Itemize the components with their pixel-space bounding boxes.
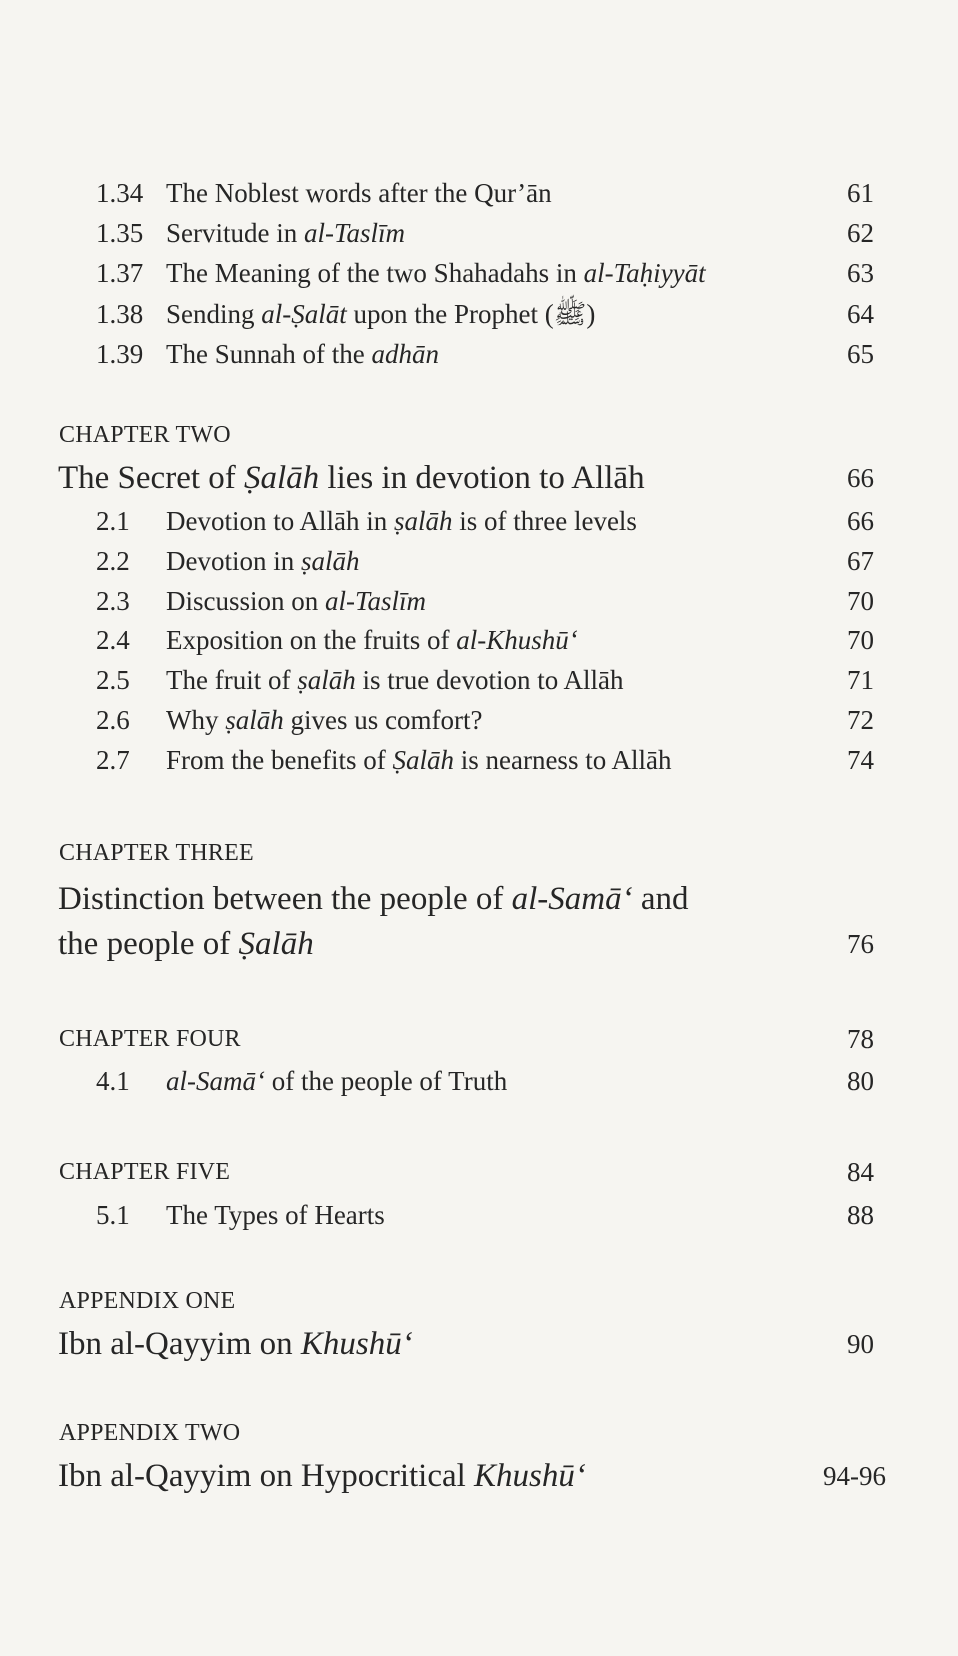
page-number: 74 [847, 745, 874, 775]
section-title [58, 1324, 413, 1364]
italic-term: al-Taslīm [303, 218, 406, 248]
page-number: 64 [847, 299, 874, 329]
italic-term: ṣalāh [393, 506, 453, 536]
toc-entry [0, 700, 958, 740]
title-text: Why [166, 705, 226, 735]
toc-entry [0, 1061, 958, 1101]
entry-number: 5.1 [96, 1200, 130, 1230]
page-number: 80 [847, 1066, 874, 1096]
italic-term: Ṣalāh [244, 460, 320, 496]
entry-title [166, 253, 706, 293]
entry-number: 2.4 [96, 625, 130, 655]
page-number: 63 [847, 258, 874, 288]
entry-number: 2.2 [96, 546, 130, 576]
title-text: Discussion on [166, 586, 326, 616]
page-number: 66 [847, 463, 874, 493]
title-text: Servitude in [166, 218, 304, 248]
section-title [58, 1456, 586, 1496]
title-text: Devotion to Allāh in [166, 506, 394, 536]
entry-number: 1.37 [96, 258, 144, 288]
entry-number: 1.39 [96, 339, 144, 369]
section-label-row [0, 833, 958, 873]
page-number: 67 [847, 546, 874, 576]
title-text: Exposition on the fruits of [166, 625, 457, 655]
title-text: The Secret of [58, 460, 244, 496]
section-label-row [0, 1281, 958, 1321]
entry-title [166, 541, 360, 581]
italic-term: al-Samā‘ [166, 1066, 265, 1096]
italic-term: ṣalāh [297, 665, 356, 695]
title-text: upon the Prophet (ﷺ) [346, 299, 596, 329]
section-title [58, 458, 645, 498]
page-number: 72 [847, 705, 874, 735]
entry-number: 2.7 [96, 745, 130, 775]
title-text: The Meaning of the two Shahadahs in [166, 258, 584, 288]
title-text: Ibn al-Qayyim on [58, 1326, 301, 1362]
page-number: 71 [847, 665, 874, 695]
entry-number: 2.1 [96, 506, 130, 536]
section-title-row [0, 924, 958, 964]
page-number: 62 [847, 218, 874, 248]
title-text: Distinction between the people of [58, 881, 512, 917]
toc-entry [0, 294, 958, 334]
toc-entry [0, 541, 958, 581]
section-label-row [0, 1019, 958, 1059]
italic-term: al-Khushū‘ [456, 625, 578, 655]
page-number: 70 [847, 625, 874, 655]
section-label-row [0, 1152, 958, 1192]
title-text: The Sunnah of the [166, 339, 372, 369]
page-number: 61 [847, 178, 874, 208]
title-text: From the benefits of [166, 745, 393, 775]
section-title-row [0, 1456, 958, 1496]
entry-title [166, 1195, 385, 1235]
toc-entry [0, 620, 958, 660]
title-text: The Noblest words after the Qur’ān [166, 178, 552, 208]
title-text: Sending [166, 299, 262, 329]
italic-term: adhān [371, 339, 439, 369]
section-label: CHAPTER THREE [59, 840, 254, 866]
page-number: 94-96 [823, 1461, 886, 1491]
section-title-row [0, 1324, 958, 1364]
page-number: 65 [847, 339, 874, 369]
italic-term: ṣalāh [301, 546, 360, 576]
toc-entry [0, 660, 958, 700]
entry-number: 4.1 [96, 1066, 130, 1096]
section-title [58, 879, 689, 919]
title-text: lies in devotion to Allāh [319, 460, 645, 496]
italic-term: ṣalāh [225, 705, 284, 735]
title-text: The fruit of [166, 665, 298, 695]
italic-term: al-Samā‘ [511, 881, 633, 917]
section-label: CHAPTER TWO [59, 422, 231, 448]
title-text: Ibn al-Qayyim on Hypocritical [58, 1458, 475, 1494]
entry-title [166, 501, 637, 541]
section-label-row [0, 415, 958, 455]
title-text: and [632, 881, 689, 917]
section-label: CHAPTER FOUR [59, 1026, 241, 1052]
entry-title [166, 740, 671, 780]
section-title [58, 924, 314, 964]
italic-term: al-Taḥiyyāt [583, 258, 706, 288]
entry-number: 2.3 [96, 586, 130, 616]
page-number: 76 [847, 929, 874, 959]
italic-term: Khushū‘ [474, 1458, 586, 1494]
italic-term: Ṣalāh [392, 745, 454, 775]
toc-entry [0, 1195, 958, 1235]
toc-entry [0, 173, 958, 213]
entry-title [166, 660, 623, 700]
section-label: APPENDIX TWO [59, 1420, 241, 1446]
title-text: the people of [58, 926, 239, 962]
entry-title [166, 334, 439, 374]
section-label-row [0, 1413, 958, 1453]
italic-term: Khushū‘ [300, 1326, 413, 1362]
italic-term: Ṣalāh [238, 926, 314, 962]
italic-term: al-Ṣalāt [261, 299, 347, 329]
section-title-row [0, 879, 958, 919]
title-text: Devotion in [166, 546, 301, 576]
entry-title [166, 1061, 507, 1101]
entry-title [166, 620, 578, 660]
title-text: is true devotion to Allāh [355, 665, 624, 695]
section-title-row [0, 458, 958, 498]
entry-number: 1.35 [96, 218, 144, 248]
entry-number: 1.34 [96, 178, 144, 208]
entry-number: 1.38 [96, 299, 144, 329]
title-text: is nearness to Allāh [453, 745, 672, 775]
entry-number: 2.6 [96, 705, 130, 735]
entry-number: 2.5 [96, 665, 130, 695]
entry-title [166, 294, 595, 334]
section-label: APPENDIX ONE [59, 1288, 236, 1314]
section-label: CHAPTER FIVE [59, 1159, 231, 1185]
entry-title [166, 700, 482, 740]
toc-entry [0, 740, 958, 780]
entry-title [166, 213, 405, 253]
page-number: 88 [847, 1200, 874, 1230]
toc-entry [0, 334, 958, 374]
title-text: The Types of Hearts [166, 1200, 385, 1230]
title-text: gives us comfort? [283, 705, 483, 735]
italic-term: al-Taslīm [325, 586, 427, 616]
entry-title [166, 173, 552, 213]
toc-entry [0, 501, 958, 541]
entry-title [166, 581, 426, 621]
title-text: of the people of Truth [264, 1066, 508, 1096]
page-number: 66 [847, 506, 874, 536]
page-number: 78 [847, 1024, 874, 1054]
page-number: 90 [847, 1329, 874, 1359]
page-number: 70 [847, 586, 874, 616]
title-text: is of three levels [452, 506, 637, 536]
toc-entry [0, 213, 958, 253]
toc-entry [0, 253, 958, 293]
page-number: 84 [847, 1157, 874, 1187]
toc-entry [0, 581, 958, 621]
